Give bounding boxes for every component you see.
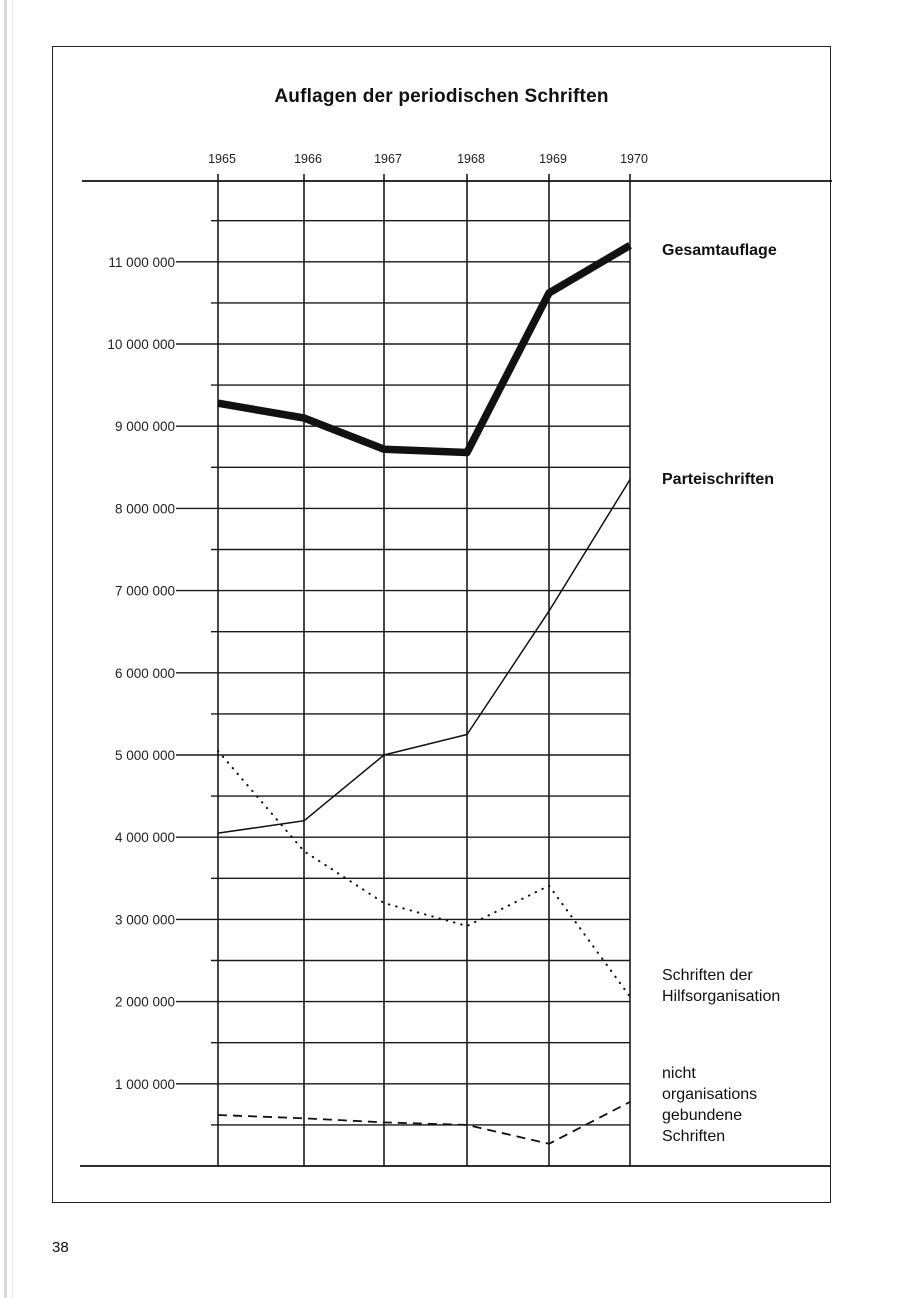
y-tick-label: 3 000 000 (114, 912, 175, 928)
y-tick-label: 6 000 000 (114, 665, 175, 681)
series-lines (218, 245, 630, 1143)
series-label: organisations (662, 1086, 758, 1103)
series-label: Parteischriften (662, 471, 775, 488)
x-tick-label: 1965 (208, 152, 236, 166)
x-tick-label: 1970 (620, 152, 648, 166)
y-tick-label: 8 000 000 (114, 501, 175, 517)
x-tick-label: 1969 (539, 152, 567, 166)
series-label: gebundene (662, 1107, 743, 1124)
series-label: Hilfsorganisation (662, 988, 781, 1005)
series-label: Schriften der (662, 967, 753, 984)
series-line (218, 1102, 630, 1144)
x-tick-label: 1968 (457, 152, 485, 166)
y-tick-label: 11 000 000 (108, 254, 175, 270)
series-label: Schriften (662, 1128, 726, 1145)
y-tick-label: 1 000 000 (114, 1076, 175, 1092)
y-tick-label: 5 000 000 (114, 748, 175, 763)
chart-title: Auflagen der periodischen Schriften (274, 86, 609, 107)
x-tick-label: 1967 (374, 152, 402, 166)
grid (176, 174, 630, 1166)
series-line (218, 245, 630, 452)
y-tick-label: 10 000 000 (107, 337, 175, 352)
x-tick-label: 1966 (294, 152, 322, 166)
y-tick-label: 4 000 000 (114, 830, 175, 846)
series-label: Gesamtauflage (662, 242, 777, 259)
series-line (218, 480, 630, 833)
y-tick-label: 2 000 000 (114, 994, 175, 1010)
page-number: 38 (52, 1239, 69, 1256)
series-label: nicht (662, 1065, 696, 1082)
y-tick-label: 9 000 000 (114, 419, 175, 435)
y-tick-label: 7 000 000 (114, 583, 175, 599)
labels (107, 152, 780, 1145)
